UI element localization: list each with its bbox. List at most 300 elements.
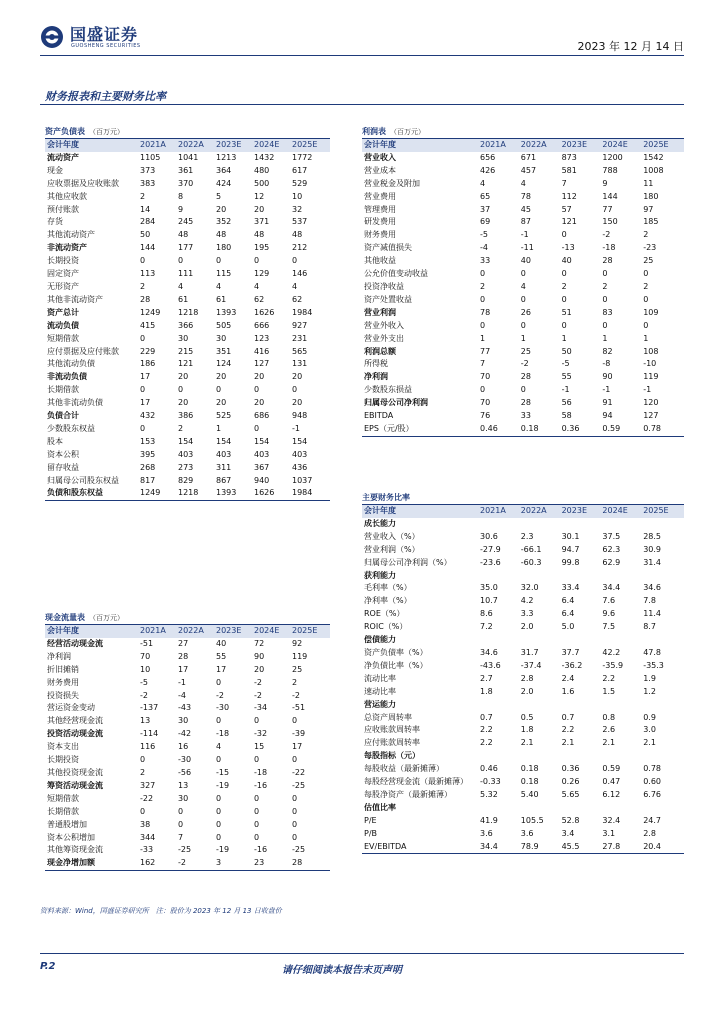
section-title: 财务报表和主要财务比率 xyxy=(45,90,166,103)
cell-value: 20 xyxy=(254,398,265,408)
cell-value xyxy=(602,750,643,763)
table-row xyxy=(45,165,330,178)
table-title-text: 主要财务比率 xyxy=(362,493,410,502)
cell-value: 76 xyxy=(480,411,491,421)
cell-value: 0 xyxy=(254,256,260,266)
cell-value: 32.4 xyxy=(602,815,621,825)
row-label: P/E xyxy=(364,815,377,825)
cell-value: 105.5 xyxy=(520,815,544,825)
row-label: 少数股东损益 xyxy=(364,385,412,395)
cell-value: 1984 xyxy=(292,307,313,317)
table-row xyxy=(362,518,684,531)
cell-value: 0 xyxy=(561,320,567,330)
row-label: 速动比率 xyxy=(364,686,396,696)
cell-value xyxy=(521,699,562,712)
year-header: 2022A xyxy=(178,139,216,152)
cell-value: 364 xyxy=(216,165,232,175)
cell-value xyxy=(602,699,643,712)
cell-value: 415 xyxy=(140,320,156,330)
cell-value: 37.5 xyxy=(602,531,621,541)
cell-value: 0.7 xyxy=(480,712,493,722)
row-label: ROE（%） xyxy=(364,609,405,619)
cell-value: 154 xyxy=(254,436,270,446)
cell-value: 4 xyxy=(292,281,298,291)
row-label: 现金净增加额 xyxy=(45,857,140,870)
cell-value: 0.47 xyxy=(602,777,621,787)
cell-value: 20 xyxy=(178,372,189,382)
cell-value: 61 xyxy=(216,294,227,304)
cell-value: 40 xyxy=(216,638,227,648)
table-row xyxy=(362,621,684,634)
year-header: 2021A xyxy=(140,139,178,152)
table-row xyxy=(45,638,330,651)
table-title-text: 利润表 xyxy=(362,127,386,136)
cell-value: 1 xyxy=(561,333,567,343)
cell-value: 1.2 xyxy=(643,686,656,696)
cell-value: 0 xyxy=(178,806,184,816)
cell-value: 13 xyxy=(140,716,151,726)
cell-value: -18 xyxy=(254,767,268,777)
cell-value: 120 xyxy=(643,398,659,408)
table-row xyxy=(45,384,330,397)
cell-value: 1.8 xyxy=(520,725,534,735)
cell-value: -114 xyxy=(140,729,159,739)
cell-value: 6.12 xyxy=(602,789,621,799)
table-header-row xyxy=(45,139,330,152)
row-label: 营业收入 xyxy=(364,152,396,162)
cell-value: 0 xyxy=(140,333,146,343)
cell-value: 0 xyxy=(178,256,184,266)
cell-value: 94.7 xyxy=(561,544,580,554)
cell-value: 873 xyxy=(561,152,577,162)
cell-value: 37 xyxy=(480,204,491,214)
row-label: 应付票据及应付账款 xyxy=(47,346,119,356)
cell-value: 2 xyxy=(140,767,146,777)
row-label: 营运能力 xyxy=(364,699,396,709)
cell-value: 0 xyxy=(178,385,184,395)
cell-value: -137 xyxy=(140,703,159,713)
row-label: 毛利率（%） xyxy=(364,583,412,593)
cell-value: 99.8 xyxy=(561,557,580,567)
cell-value: 2.0 xyxy=(520,686,534,696)
year-header: 2022A xyxy=(178,625,216,638)
cell-value: 112 xyxy=(561,191,577,201)
cell-value: 28 xyxy=(602,256,613,266)
table-row xyxy=(362,724,684,737)
row-label: EBITDA xyxy=(364,411,394,421)
cell-value: -37.4 xyxy=(520,660,542,670)
row-label: 资产处置收益 xyxy=(364,294,412,304)
cell-value: 5.32 xyxy=(480,789,498,799)
cell-value: 1772 xyxy=(292,152,313,162)
year-header: 2024E xyxy=(254,625,292,638)
row-label: 研发费用 xyxy=(364,217,396,227)
cell-value: 0 xyxy=(140,423,146,433)
table-row xyxy=(362,268,684,281)
table-row xyxy=(362,371,684,384)
cell-value: 90 xyxy=(602,372,613,382)
cell-value: 0 xyxy=(292,793,298,803)
cell-value: 58 xyxy=(561,411,572,421)
row-label: 资产负债率（%） xyxy=(364,647,428,657)
cell-value: 0.9 xyxy=(643,712,656,722)
cell-value: 0 xyxy=(254,806,260,816)
financial-ratios-table xyxy=(362,492,684,854)
cell-value xyxy=(562,750,603,763)
row-label: 折旧摊销 xyxy=(47,664,79,674)
cell-value: 0 xyxy=(140,385,146,395)
cell-value: -4 xyxy=(178,690,186,700)
cell-value: 0.36 xyxy=(561,764,580,774)
cell-value: -5 xyxy=(140,677,148,687)
cell-value: -33 xyxy=(140,845,154,855)
cell-value: 97 xyxy=(643,204,654,214)
row-label: 净负债比率（%） xyxy=(364,660,428,670)
cell-value: 20 xyxy=(178,398,189,408)
cell-value: 45.5 xyxy=(562,841,603,854)
cell-value: 2.1 xyxy=(561,738,575,748)
table-row xyxy=(45,857,330,870)
cell-value: 3 xyxy=(216,857,254,870)
cell-value: 7 xyxy=(561,178,567,188)
cell-value: 0 xyxy=(602,269,608,279)
row-label: 归属母公司净利润（%） xyxy=(364,557,452,567)
row-label: 管理费用 xyxy=(364,204,396,214)
cell-value: 0 xyxy=(140,256,146,266)
cell-value: 55 xyxy=(216,651,227,661)
cell-value: 2.3 xyxy=(520,531,534,541)
cell-value: 16 xyxy=(178,742,189,752)
cell-value xyxy=(602,570,643,583)
cell-value: 1213 xyxy=(216,152,237,162)
cell-value: 20.4 xyxy=(643,841,684,854)
cell-value: 40 xyxy=(561,256,572,266)
cell-value: 15 xyxy=(254,742,265,752)
row-label: 投资损失 xyxy=(47,690,79,700)
cell-value: -2 xyxy=(602,230,611,240)
cell-value: 20 xyxy=(254,204,265,214)
table-row xyxy=(362,178,684,191)
report-date: 2023 年 12 月 14 日 xyxy=(577,40,684,53)
cell-value: -39 xyxy=(292,729,306,739)
cell-value: -5 xyxy=(561,359,570,369)
table-row xyxy=(45,728,330,741)
cell-value: 0.18 xyxy=(520,777,539,787)
cell-value: 11 xyxy=(643,178,654,188)
cell-value: 1041 xyxy=(178,152,199,162)
cell-value: 2.2 xyxy=(602,673,616,683)
cell-value: -8 xyxy=(602,359,611,369)
cell-value: 1105 xyxy=(140,152,161,162)
cell-value: 2.0 xyxy=(520,622,534,632)
row-label: 流动资产 xyxy=(47,152,79,162)
cell-value: 0 xyxy=(561,269,567,279)
row-label: 估值比率 xyxy=(364,802,396,812)
cell-value: 78.9 xyxy=(521,841,562,854)
row-label: 长期借款 xyxy=(47,806,79,816)
footer-divider xyxy=(40,953,684,954)
table-row xyxy=(45,320,330,333)
table-header-row xyxy=(362,139,684,152)
cell-value: 4 xyxy=(216,742,222,752)
table-row xyxy=(45,423,330,436)
cell-value: 195 xyxy=(254,243,270,253)
cell-value: 5 xyxy=(216,191,222,201)
cell-value: 113 xyxy=(140,269,156,279)
cell-value: 403 xyxy=(292,449,308,459)
row-label: 预付账款 xyxy=(47,204,79,214)
cell-value: 1249 xyxy=(140,307,161,317)
row-label: 获利能力 xyxy=(364,570,396,580)
row-label: 其他经营现金流 xyxy=(47,716,103,726)
table-row xyxy=(45,690,330,703)
row-label: 每股经营现金流（最新摊薄） xyxy=(364,777,468,787)
cell-value: 55 xyxy=(561,372,572,382)
cell-value: 344 xyxy=(140,832,156,842)
cell-value: 23 xyxy=(254,857,292,870)
cell-value: 0 xyxy=(643,294,649,304)
cell-value: 7 xyxy=(480,359,486,369)
cell-value: -25 xyxy=(292,845,306,855)
cell-value: 45 xyxy=(520,204,531,214)
cell-value: -23 xyxy=(643,243,657,253)
cell-value: 1218 xyxy=(178,487,216,500)
table-row xyxy=(362,647,684,660)
table-row xyxy=(362,763,684,776)
row-label: 投资活动现金流 xyxy=(47,729,103,739)
table-row xyxy=(362,423,684,436)
cell-value: 82 xyxy=(602,346,613,356)
cell-value: 0.18 xyxy=(520,764,539,774)
row-label: 财务费用 xyxy=(364,230,396,240)
data-grid xyxy=(45,625,330,871)
row-label: 负债合计 xyxy=(47,411,79,421)
cell-value: 26 xyxy=(520,307,531,317)
cell-value: 457 xyxy=(520,165,537,175)
cell-value: 177 xyxy=(178,243,194,253)
cell-value: 2.2 xyxy=(561,725,575,735)
cell-value: -32 xyxy=(254,729,268,739)
cell-value: 62.9 xyxy=(602,557,621,567)
cell-value: 0.78 xyxy=(643,423,684,436)
cell-value: 5.65 xyxy=(561,789,580,799)
cell-value: 0.59 xyxy=(602,764,621,774)
table-row xyxy=(362,281,684,294)
table-row xyxy=(362,841,684,854)
cell-value: 367 xyxy=(254,462,270,472)
cell-value: 72 xyxy=(254,638,265,648)
year-header: 2025E xyxy=(643,505,684,518)
cell-value: 127 xyxy=(254,359,270,369)
cell-value: -1 xyxy=(178,677,186,687)
cell-value: 0 xyxy=(254,755,260,765)
table-row xyxy=(45,702,330,715)
cell-value: 0 xyxy=(292,256,298,266)
cell-value: 0 xyxy=(216,385,222,395)
year-header: 2024E xyxy=(254,139,292,152)
row-label: 营业税金及附加 xyxy=(364,178,420,188)
cell-value xyxy=(480,518,521,531)
table-row xyxy=(45,741,330,754)
table-row xyxy=(362,294,684,307)
cell-value: 33 xyxy=(480,256,491,266)
table-unit: （百万元） xyxy=(390,128,425,136)
header-label: 会计年度 xyxy=(362,505,480,518)
cell-value: 20 xyxy=(216,398,227,408)
income-statement-table xyxy=(362,126,684,437)
cell-value: 20 xyxy=(254,664,265,674)
cell-value: 284 xyxy=(140,217,156,227)
row-label: 每股指标（元） xyxy=(364,751,420,761)
cell-value: 35.0 xyxy=(480,583,498,593)
cell-value: 2 xyxy=(480,281,486,291)
cell-value: 327 xyxy=(140,780,156,790)
row-label: 应付账款周转率 xyxy=(364,738,420,748)
cell-value: -30 xyxy=(216,703,230,713)
year-header: 2023E xyxy=(216,139,254,152)
cell-value: -35.9 xyxy=(602,660,624,670)
cell-value: 150 xyxy=(602,217,618,227)
row-label: 其他流动负债 xyxy=(47,359,95,369)
cell-value: 352 xyxy=(216,217,232,227)
cell-value: 144 xyxy=(602,191,618,201)
row-label: 其他非流动资产 xyxy=(47,294,103,304)
cell-value xyxy=(480,802,521,815)
cell-value: -2 xyxy=(140,690,148,700)
cell-value: 0 xyxy=(216,806,222,816)
cell-value: 948 xyxy=(292,411,308,421)
cell-value: -2 xyxy=(216,690,224,700)
cell-value: 0 xyxy=(480,385,486,395)
cell-value: 1 xyxy=(480,333,486,343)
cell-value: 273 xyxy=(178,462,194,472)
cell-value: 10 xyxy=(140,664,151,674)
cell-value: -43.6 xyxy=(480,660,501,670)
cell-value: 829 xyxy=(178,475,194,485)
cell-value xyxy=(480,699,521,712)
cell-value: -25 xyxy=(292,780,306,790)
cell-value: -1 xyxy=(292,423,300,433)
cell-value: 424 xyxy=(216,178,232,188)
row-label: P/B xyxy=(364,828,378,838)
cell-value: 1 xyxy=(643,333,649,343)
cell-value: 28 xyxy=(178,651,189,661)
table-row xyxy=(362,686,684,699)
cell-value: 0.7 xyxy=(561,712,575,722)
brand-name: 国盛证券 xyxy=(70,25,139,44)
cell-value: -15 xyxy=(216,767,230,777)
cell-value xyxy=(562,699,603,712)
cell-value: 144 xyxy=(140,243,156,253)
cell-value: 129 xyxy=(254,269,270,279)
row-label: 其他流动资产 xyxy=(47,230,95,240)
cash-flow-table xyxy=(45,612,330,871)
cell-value: 416 xyxy=(254,346,270,356)
balance-sheet-table xyxy=(45,126,330,501)
cell-value: 0.60 xyxy=(643,777,661,787)
cell-value: 5.0 xyxy=(561,622,575,632)
cell-value: 7.8 xyxy=(643,596,656,606)
cell-value: 70 xyxy=(480,372,491,382)
table-row xyxy=(362,608,684,621)
table-row xyxy=(45,832,330,845)
table-row xyxy=(362,595,684,608)
table-row xyxy=(362,384,684,397)
cell-value: 12 xyxy=(254,191,265,201)
cell-value: 3.0 xyxy=(643,725,656,735)
cell-value: 0 xyxy=(216,716,222,726)
cell-value: 48 xyxy=(292,230,303,240)
cell-value: 2.4 xyxy=(561,673,575,683)
cell-value: -30 xyxy=(178,755,192,765)
cell-value: 426 xyxy=(480,165,496,175)
cell-value: 0 xyxy=(292,385,298,395)
cell-value: 2.1 xyxy=(643,738,656,748)
cell-value: 666 xyxy=(254,320,270,330)
table-row xyxy=(45,754,330,767)
cell-value: 154 xyxy=(178,436,194,446)
table-row xyxy=(45,677,330,690)
year-header: 2022A xyxy=(521,139,562,152)
row-label: 偿债能力 xyxy=(364,635,396,645)
cell-value: 817 xyxy=(140,475,156,485)
cell-value: 108 xyxy=(643,346,659,356)
cell-value: 0 xyxy=(643,269,649,279)
year-header: 2021A xyxy=(480,139,521,152)
row-label: 每股收益（最新摊薄） xyxy=(364,764,444,774)
cell-value: 52.8 xyxy=(561,815,580,825)
cell-value: 30 xyxy=(216,333,227,343)
cell-value: 0.78 xyxy=(643,764,661,774)
cell-value: 2 xyxy=(178,423,184,433)
year-header: 2021A xyxy=(480,505,521,518)
table-row xyxy=(362,152,684,165)
table-row xyxy=(45,436,330,449)
cell-value: 0 xyxy=(178,819,184,829)
cell-value: 25 xyxy=(643,256,654,266)
row-label: 其他收益 xyxy=(364,256,396,266)
cell-value: -2 xyxy=(292,690,300,700)
table-title xyxy=(45,612,330,625)
cell-value: -42 xyxy=(178,729,192,739)
table-row xyxy=(45,487,330,500)
cell-value: 162 xyxy=(140,857,178,870)
header-divider xyxy=(40,55,684,56)
cell-value: 0.5 xyxy=(520,712,534,722)
cell-value: 351 xyxy=(216,346,232,356)
cell-value: 123 xyxy=(254,333,270,343)
cell-value: 154 xyxy=(216,436,232,446)
cell-value: 50 xyxy=(140,230,151,240)
header-label: 会计年度 xyxy=(45,139,140,152)
cell-value: -18 xyxy=(216,729,230,739)
row-label: 固定资产 xyxy=(47,269,79,279)
cell-value: -19 xyxy=(216,780,230,790)
table-row xyxy=(362,531,684,544)
table-row xyxy=(362,165,684,178)
table-row xyxy=(362,204,684,217)
cell-value: 0.36 xyxy=(562,423,603,436)
cell-value: -2 xyxy=(178,857,216,870)
row-label: 营业利润 xyxy=(364,307,396,317)
cell-value: 927 xyxy=(292,320,308,330)
cell-value xyxy=(480,570,521,583)
cell-value: 78 xyxy=(520,191,531,201)
cell-value xyxy=(643,802,684,815)
cell-value: 1626 xyxy=(254,487,292,500)
table-header-row xyxy=(362,505,684,518)
cell-value: 8.6 xyxy=(480,609,493,619)
